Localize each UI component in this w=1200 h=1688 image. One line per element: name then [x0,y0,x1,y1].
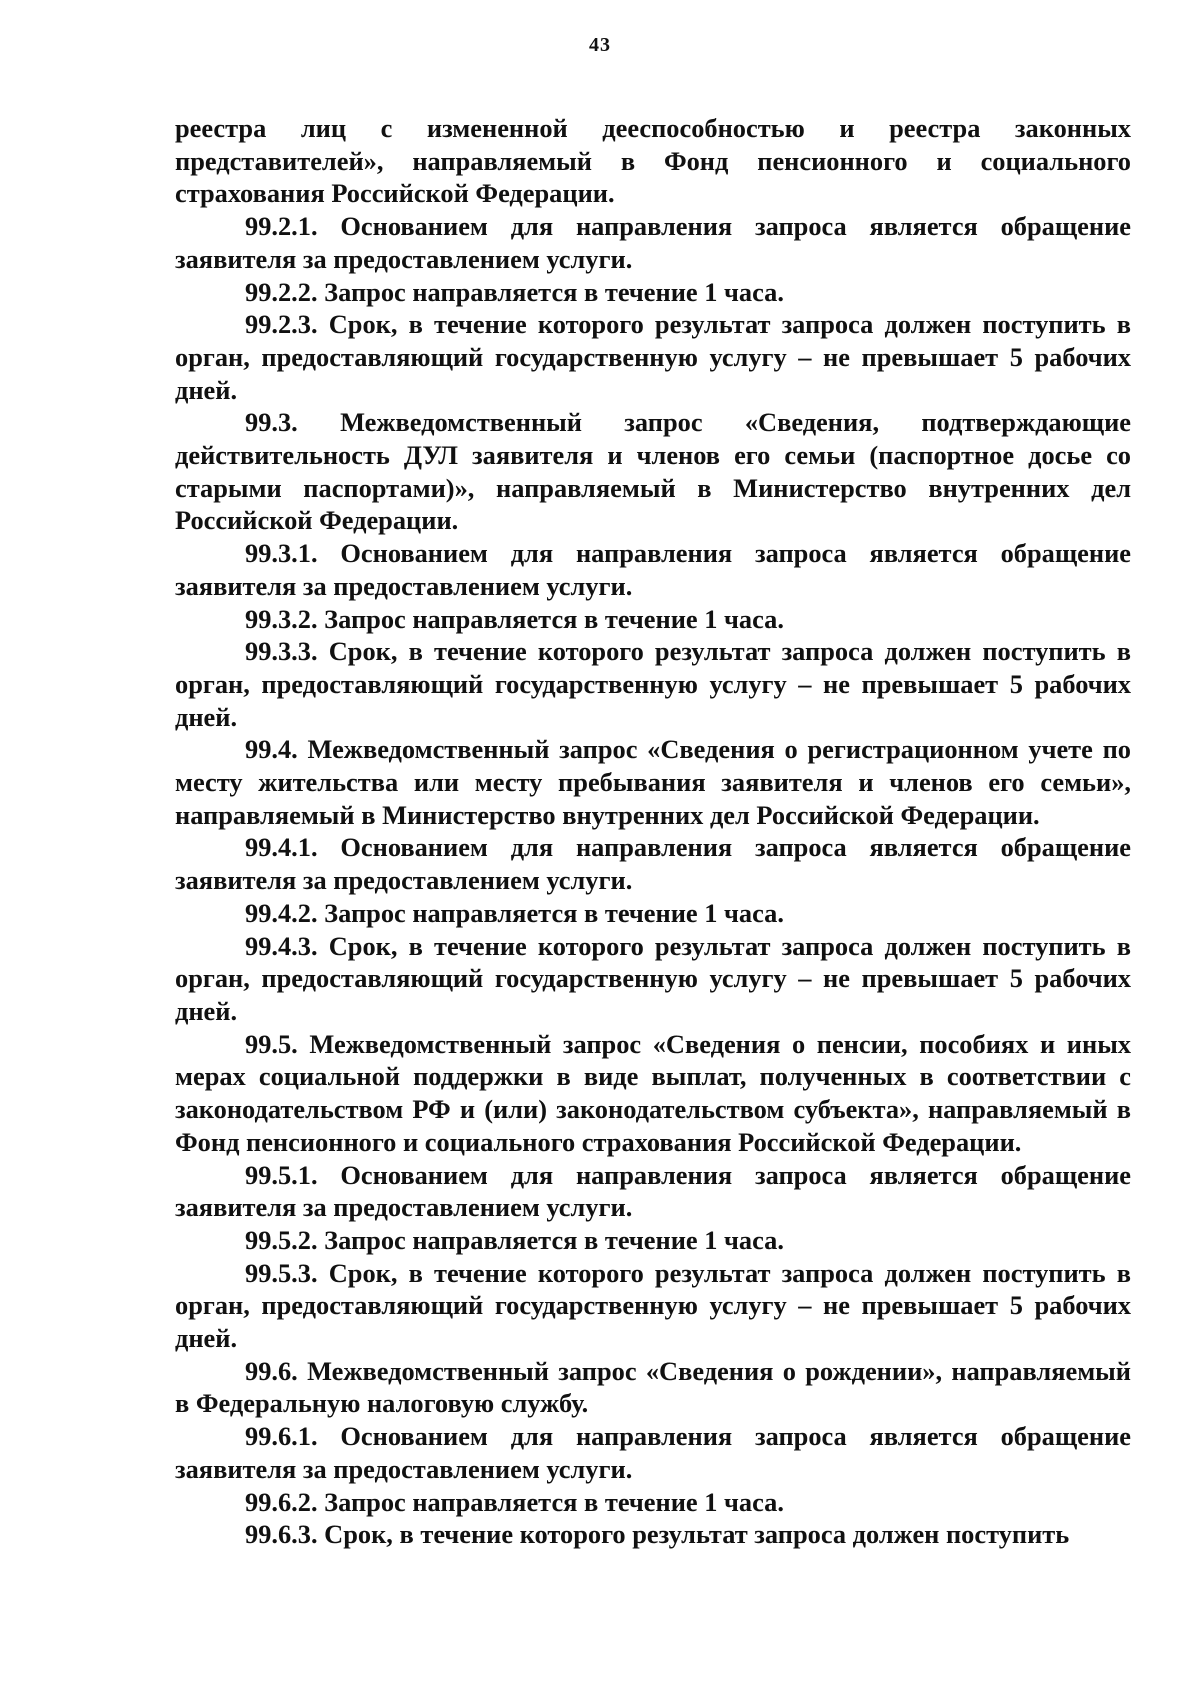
paragraph: 99.5.2. Запрос направляется в течение 1 часа. [245,1224,784,1255]
paragraph: 99.4.3. Срок, в течение которого результат запроса должен поступить в орган, предоставляющий государственную услугу – не превышает 5 рабочих дней. [175,930,1131,1026]
paragraph: 99.3.2. Запрос направляется в течение 1 часа. [245,603,784,634]
paragraph: 99.6. Межведомственный запрос «Сведения о рождении», направляемый в Федеральную налоговую службу. [175,1355,1131,1419]
paragraph: 99.6.1. Основанием для направления запроса является обращение заявителя за предоставлением услуги. [175,1421,1131,1484]
paragraph: 99.5.3. Срок, в течение которого результат запроса должен поступить в орган, предоставляющий государственную услугу – не превышает 5 рабочих дней. [175,1257,1131,1354]
paragraph: 99.4.1. Основанием для направления запроса является обращение заявителя за предоставлением услуги. [175,832,1131,896]
paragraph: 99.4. Межведомственный запрос «Сведения о регистрационном учете по месту жительства или месту пребывания заявителя и членов его семьи», направляемый в Министерство внутренних дел Российской Федерации. [175,734,1131,830]
paragraph: 99.6.3. Срок, в течение которого результат запроса должен поступить [245,1519,1070,1550]
paragraph: 99.6.2. Запрос направляется в течение 1 часа. [245,1486,784,1517]
paragraph: 99.5. Межведомственный запрос «Сведения о пенсии, пособиях и иных мерах социальной поддержки в виде выплат, полученных в соответствии с законодательством РФ и (или) законодательством субъекта», направляемый в Фонд пенсионного и социального страхования Российской Федерации. [175,1028,1131,1157]
paragraph: 99.2.1. Основанием для направления запроса является обращение заявителя за предоставлением услуги. [175,211,1131,274]
document-body [175,112,1131,1551]
paragraph: 99.2.2. Запрос направляется в течение 1 часа. [245,276,784,307]
paragraph: 99.3. Межведомственный запрос «Сведения, подтверждающие действительность ДУЛ заявителя и членов его семьи (паспортное досье со старыми паспортами)», направляемый в Министерство внутренних дел Российской Федерации. [175,407,1131,536]
paragraph: 99.4.2. Запрос направляется в течение 1 часа. [245,897,784,928]
paragraph: 99.5.1. Основанием для направления запроса является обращение заявителя за предоставлением услуги. [175,1159,1131,1223]
paragraph: 99.3.1. Основанием для направления запроса является обращение заявителя за предоставлением услуги. [175,538,1131,601]
paragraph: реестра лиц с измененной дееспособностью и реестра законных представителей», направляемый в Фонд пенсионного и социального страхования Российской Федерации. [175,113,1131,209]
paragraph: 99.3.3. Срок, в течение которого результат запроса должен поступить в орган, предоставляющий государственную услугу – не превышает 5 рабочих дней. [175,636,1131,732]
paragraph: 99.2.3. Срок, в течение которого результат запроса должен поступить в орган, предоставляющий государственную услугу – не превышает 5 рабочих дней. [175,309,1131,405]
page-number: 43 [589,34,611,56]
